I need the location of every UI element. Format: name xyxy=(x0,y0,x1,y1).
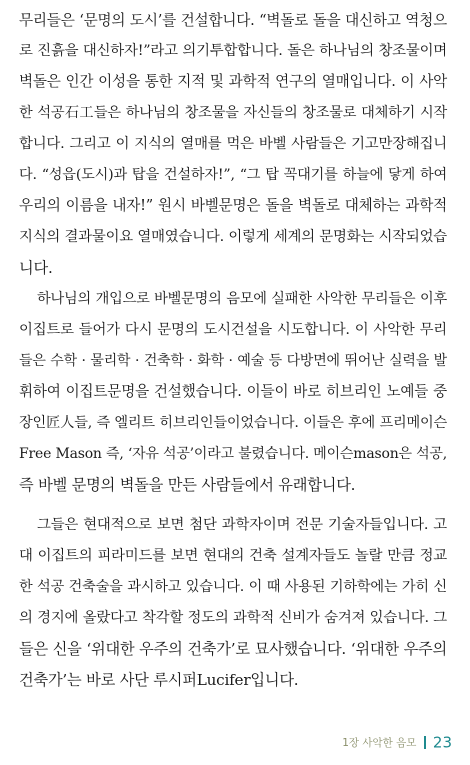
text-line: 다. “성읍(도시)과 탑을 건설하자!”, “그 탑 꼭대기를 하늘에 닿게 하여 xyxy=(19,167,447,183)
text-line: Free Mason 즉, ‘자유 석공’이라고 불렸습니다. 메이슨mason은 석공, xyxy=(19,446,447,462)
text-line: 합니다. 그리고 이 지식의 열매를 먹은 바벨 사람들은 기고만장해집니 xyxy=(19,136,447,152)
text-line: 들은 신을 ‘위대한 우주의 건축가’로 묘사했습니다. ‘위대한 우주의 xyxy=(19,640,447,658)
text-line: 대 이집트의 피라미드를 보면 현대의 건축 설계자들도 놀랄 만큼 정교 xyxy=(19,548,447,564)
text-line: 니다. xyxy=(19,259,53,277)
page-footer xyxy=(0,732,452,752)
text-line: 의 경지에 올랐다고 착각할 정도의 과학적 신비가 숨겨져 있습니다. 그 xyxy=(19,610,447,626)
text-line: 들은 수학 · 물리학 · 건축학 · 화학 · 예술 등 다방면에 뛰어난 실력을 발 xyxy=(19,353,447,369)
text-line: 건축가’는 바로 사단 루시퍼Lucifer입니다. xyxy=(19,671,299,689)
footer-separator xyxy=(424,736,426,749)
text-line: 휘하여 이집트문명을 건설했습니다. 이들이 바로 히브리인 노예들 중 xyxy=(19,383,447,400)
text-line: 장인匠人들, 즉 엘리트 히브리인들이었습니다. 이들은 후에 프리메이슨 xyxy=(19,415,447,431)
text-line: 우리의 이름을 내자!” 원시 바벨문명은 돌을 벽돌로 대체하는 과학적 xyxy=(19,197,447,214)
text-line: 한 석공石工들은 하나님의 창조물을 자신들의 창조물로 대체하기 시작 xyxy=(19,105,447,121)
page-number: 23 xyxy=(432,733,452,752)
text-line: 로 진흙을 대신하자!”라고 의기투합합니다. 돌은 하나님의 창조물이며 xyxy=(19,43,447,59)
text-line: 지식의 결과물이요 열매였습니다. 이렇게 세계의 문명화는 시작되었습 xyxy=(19,229,447,245)
text-line: 이집트로 들어가 다시 문명의 도시건설을 시도합니다. 이 사악한 무리 xyxy=(19,322,447,338)
text-line: 즉 바벨 문명의 벽돌을 만든 사람들에서 유래합니다. xyxy=(19,476,356,494)
paragraph-first-line: 그들은 현대적으로 보면 첨단 과학자이며 전문 기술자들입니다. 고 xyxy=(37,517,447,533)
text-line: 벽돌은 인간 이성을 통한 지적 및 과학적 연구의 열매입니다. 이 사악 xyxy=(19,73,447,90)
text-line: 무리들은 ‘문명의 도시’를 건설합니다. “벽돌로 돌을 대신하고 역청으 xyxy=(19,12,447,29)
chapter-title: 1장 사악한 음모 xyxy=(342,737,417,749)
paragraph-first-line: 하나님의 개입으로 바벨문명의 음모에 실패한 사악한 무리들은 이후 xyxy=(37,291,447,307)
text-line: 한 석공 건축술을 과시하고 있습니다. 이 때 사용된 기하학에는 가히 신 xyxy=(19,579,447,595)
